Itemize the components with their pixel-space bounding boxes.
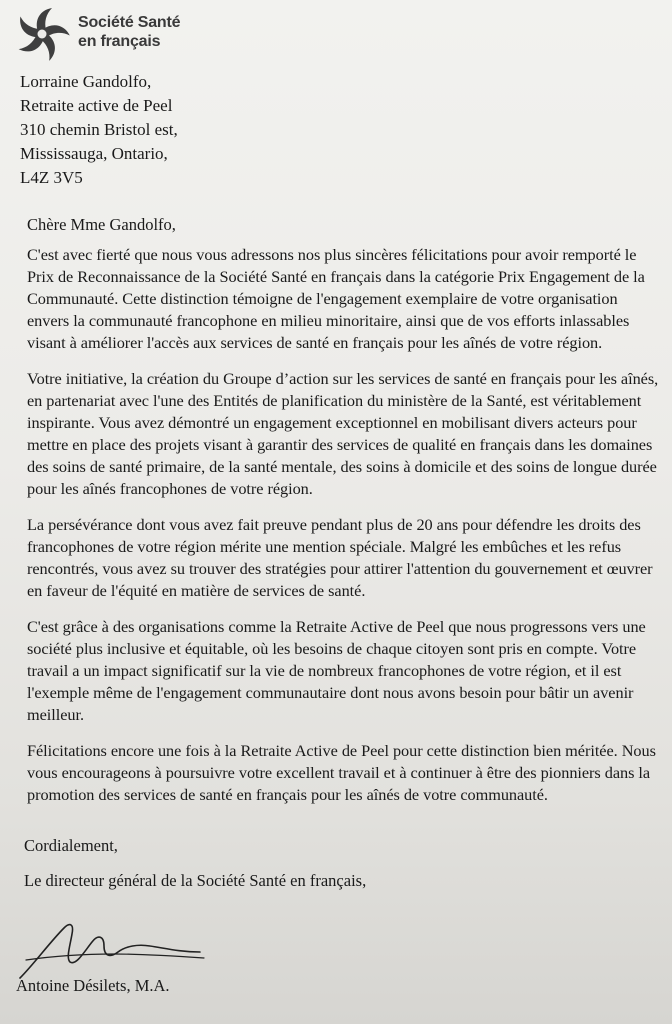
paragraph-2: Votre initiative, la création du Groupe d’action sur les services de santé en français pour les aînés, en partenariat avec l'une des Entités de planification du ministère de la Santé, est véritablement inspirante. Vous avez démontré un engagement exceptionnel en mobilisant divers acteurs pour mettre en place des projets visant à garantir des services de qualité en français dans les domaines des soins de santé primaire, de la santé mentale, des soins à domicile et des soins de longue durée pour les aînés francophones de votre région. <box>27 369 659 498</box>
handwritten-signature <box>14 912 214 984</box>
signatory-title: Le directeur général de la Société Santé en français, <box>24 871 367 890</box>
paragraph-4: C'est grâce à des organisations comme la Retraite Active de Peel que nous progressons vers une société plus inclusive et équitable, où les besoins de chaque citoyen sont pris en compte. Votre travail a un impact significatif sur la vie de nombreux francophones de votre région, et il est l'exemple même de l'engagement communautaire dont nous avons besoin pour bâtir un avenir meilleur. <box>27 617 646 724</box>
paragraph-1: C'est avec fierté que nous vous adressons nos plus sincères félicitations pour avoir remporté le Prix de Reconnaissance de la Société Santé en français dans la catégorie Prix Engagement de la Communauté. Cette distinction témoigne de l'engagement exemplaire de votre organisation envers la communauté francophone en milieu minoritaire, ainsi que de vos efforts inlassables visant à améliorer l'accès aux services de santé en français pour les aînés de votre région. <box>27 245 645 352</box>
recipient-city: Mississauga, Ontario, <box>20 144 168 163</box>
closing: Cordialement, <box>24 836 118 855</box>
recipient-postal-code: L4Z 3V5 <box>20 168 83 187</box>
organization-name <box>78 13 180 51</box>
letterhead-logo <box>14 4 194 62</box>
paragraph-5: Félicitations encore une fois à la Retraite Active de Peel pour cette distinction bien méritée. Nous vous encourageons à poursuivre votre excellent travail et à continuer à être des pionniers dans la promotion des services de santé en français pour les aînés de votre communauté. <box>27 741 656 804</box>
recipient-name: Lorraine Gandolfo, <box>20 72 152 91</box>
paragraph-3: La persévérance dont vous avez fait preuve pendant plus de 20 ans pour défendre les droits des francophones de votre région mérite une mention spéciale. Malgré les embûches et les refus rencontrés, vous avez su trouver des stratégies pour attirer l'attention du gouvernement et œuvrer en faveur de l'équité en matière de services de santé. <box>27 515 653 600</box>
recipient-organization: Retraite active de Peel <box>20 96 173 115</box>
organization-name-line1: Société Santé <box>78 14 181 31</box>
organization-name-line2: en français <box>78 33 161 50</box>
signer-name: Antoine Désilets, M.A. <box>16 976 170 995</box>
recipient-street: 310 chemin Bristol est, <box>20 120 178 139</box>
pinwheel-logo-icon <box>14 4 72 62</box>
salutation: Chère Mme Gandolfo, <box>27 215 176 234</box>
letter-body <box>27 244 659 820</box>
recipient-address <box>20 70 178 190</box>
